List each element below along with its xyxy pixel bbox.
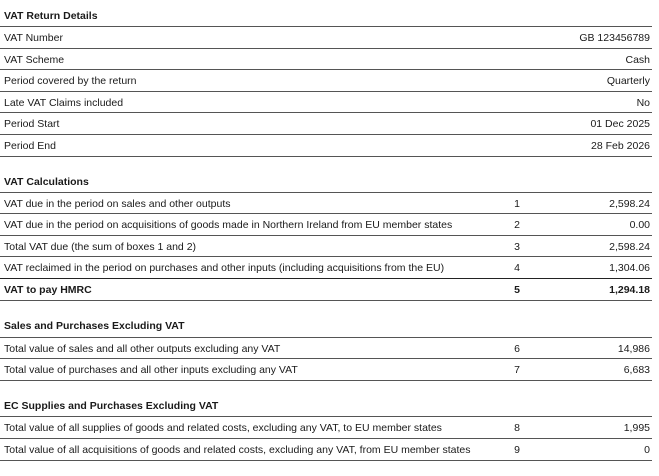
detail-label: Period End [4, 140, 56, 152]
ec-label: Total value of all supplies of goods and related costs, excluding any VAT, to EU member states [4, 422, 442, 434]
box-number: 5 [514, 284, 520, 296]
detail-label: Period Start [4, 118, 60, 130]
ec-value: 1,995 [623, 422, 650, 434]
box-number: 7 [514, 364, 520, 376]
detail-row-vat-scheme [0, 48, 652, 70]
sales-row-box-7 [0, 358, 652, 381]
section-title-vat-calculations: VAT Calculations [4, 176, 89, 188]
ec-label: Total value of all acquisitions of goods and related costs, excluding any VAT, from EU member states [4, 444, 471, 456]
calc-value-total: 1,294.18 [609, 284, 650, 296]
sales-label: Total value of purchases and all other inputs excluding any VAT [4, 364, 298, 376]
sales-value: 14,986 [617, 343, 650, 355]
calc-label: VAT due in the period on acquisitions of goods made in Northern Ireland from EU member states [4, 219, 453, 231]
calc-row-box-5-vat-to-pay [0, 278, 652, 301]
ec-row-box-9 [0, 438, 652, 461]
sales-row-box-6 [0, 337, 652, 359]
detail-row-vat-number [0, 26, 652, 48]
calc-label: VAT reclaimed in the period on purchases and other inputs (including acquisitions from the EU) [4, 262, 445, 274]
calc-value: 2,598.24 [609, 241, 650, 253]
ec-value: 0 [644, 444, 650, 456]
detail-value: Quarterly [606, 75, 650, 87]
box-number: 2 [514, 219, 520, 231]
box-number: 4 [514, 262, 520, 274]
ec-row-box-8 [0, 416, 652, 438]
calc-label-total: VAT to pay HMRC [4, 284, 92, 296]
detail-value: Cash [625, 54, 650, 66]
box-number: 8 [514, 422, 520, 434]
detail-label: VAT Scheme [4, 54, 65, 66]
detail-value: No [636, 97, 650, 109]
calc-label: Total VAT due (the sum of boxes 1 and 2) [4, 241, 197, 253]
calc-row-box-4 [0, 256, 652, 278]
calc-label: VAT due in the period on sales and other outputs [4, 198, 231, 210]
detail-label: VAT Number [4, 32, 63, 44]
calc-row-box-2 [0, 213, 652, 235]
detail-row-late-claims [0, 91, 652, 113]
detail-row-period-end [0, 134, 652, 157]
box-number: 9 [514, 444, 520, 456]
detail-value: 28 Feb 2026 [591, 140, 650, 152]
detail-label: Late VAT Claims included [4, 97, 124, 109]
box-number: 6 [514, 343, 520, 355]
calc-row-box-1 [0, 192, 652, 214]
detail-row-period-covered [0, 69, 652, 91]
box-number: 1 [514, 198, 520, 210]
detail-value: 01 Dec 2025 [590, 118, 650, 130]
sales-label: Total value of sales and all other outputs excluding any VAT [4, 343, 281, 355]
detail-label: Period covered by the return [4, 75, 137, 87]
calc-value: 0.00 [629, 219, 650, 231]
sales-value: 6,683 [623, 364, 650, 376]
calc-value: 1,304.06 [609, 262, 650, 274]
detail-row-period-start [0, 112, 652, 134]
section-title-vat-return-details: VAT Return Details [4, 10, 98, 22]
calc-value: 2,598.24 [609, 198, 650, 210]
calc-row-box-3 [0, 235, 652, 257]
section-title-sales-purchases: Sales and Purchases Excluding VAT [4, 320, 185, 332]
box-number: 3 [514, 241, 520, 253]
section-title-ec-supplies: EC Supplies and Purchases Excluding VAT [4, 400, 219, 412]
detail-value: GB 123456789 [579, 32, 650, 44]
